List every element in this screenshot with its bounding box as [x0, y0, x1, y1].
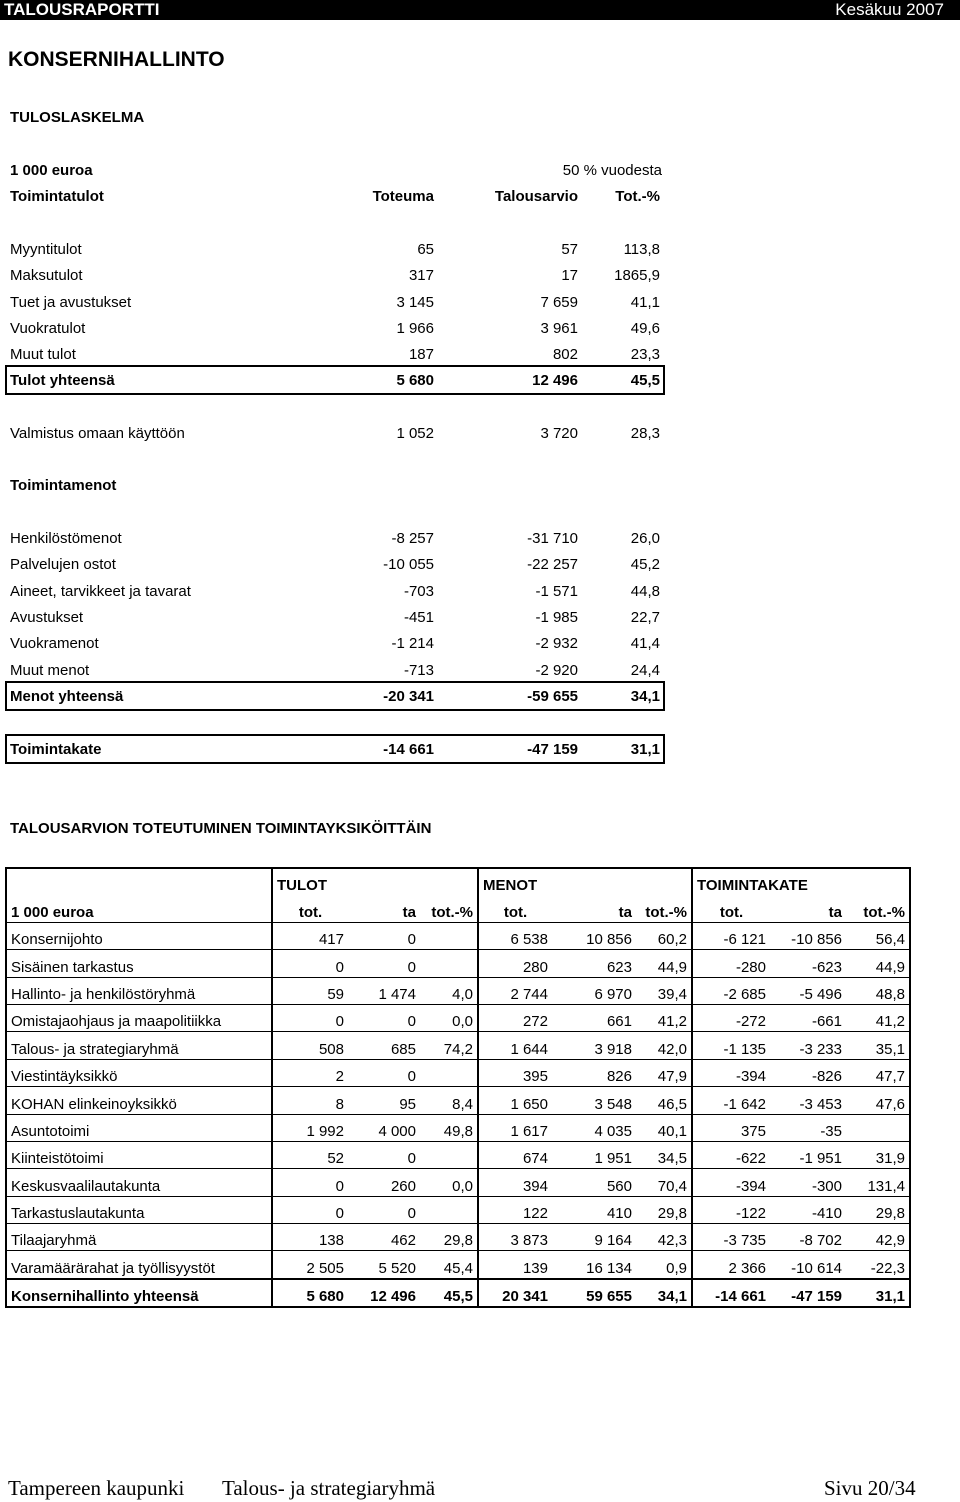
- subheader: ta: [552, 895, 636, 922]
- unit-name: Asuntotoimi: [6, 1114, 272, 1141]
- row-value: 3 720: [540, 425, 578, 442]
- row-value: 41,1: [630, 293, 660, 311]
- subheader: ta: [348, 895, 420, 922]
- row-label: Toimintamenot: [10, 477, 117, 494]
- cell-value: 44,9: [846, 950, 910, 977]
- report-header: [0, 0, 960, 20]
- row-value: 5 680: [396, 372, 434, 389]
- row-value: 22,7: [630, 608, 660, 626]
- unit-label: 1 000 euroa: [6, 895, 272, 922]
- subheader: tot.-%: [636, 895, 692, 922]
- row-value: -703: [403, 582, 434, 600]
- page-title: KONSERNIHALLINTO: [8, 48, 225, 71]
- cell-value: 70,4: [636, 1169, 692, 1196]
- row-value: 34,1: [630, 688, 660, 705]
- expense-row: [0, 605, 960, 631]
- row-value: Talousarvio: [494, 188, 578, 205]
- cell-value: 0: [348, 1141, 420, 1168]
- row-label: Toimintakate: [10, 741, 102, 758]
- row-value: 7 659: [540, 293, 578, 311]
- cell-value: 29,8: [420, 1224, 478, 1251]
- subheader: tot.-%: [846, 895, 910, 922]
- cell-value: 0: [272, 950, 348, 977]
- income-row: [0, 316, 960, 342]
- cell-value: -35: [770, 1114, 846, 1141]
- cell-value: -8 702: [770, 1224, 846, 1251]
- row-value: -20 341: [383, 688, 434, 705]
- row-label: Myyntitulot: [10, 241, 82, 258]
- cell-value: 0: [348, 1196, 420, 1223]
- row-label: Palvelujen ostot: [10, 556, 116, 574]
- row-label: Muut tulot: [10, 346, 76, 364]
- cell-value: 6 538: [478, 922, 552, 949]
- row-value: 3 961: [540, 319, 578, 337]
- income-row: [0, 237, 960, 263]
- table-total-row: [6, 1279, 910, 1307]
- unit-name: Viestintäyksikkö: [6, 1059, 272, 1086]
- row-value: -14 661: [383, 741, 434, 758]
- expenses-heading: [0, 473, 960, 499]
- empty-cell: [6, 868, 272, 895]
- cell-value: -410: [770, 1196, 846, 1223]
- row-value: -1 214: [391, 635, 434, 653]
- cell-value: 139: [478, 1251, 552, 1279]
- row-label: Tulot yhteensä: [10, 372, 115, 389]
- expense-row: [0, 579, 960, 605]
- cell-value: 59: [272, 977, 348, 1004]
- unit-name: Keskusvaalilautakunta: [6, 1169, 272, 1196]
- units-table-heading: TALOUSARVION TOTEUTUMINEN TOIMINTAYKSIKÖITTÄIN: [10, 820, 432, 837]
- cell-value: 5 680: [272, 1279, 348, 1307]
- cell-value: 42,9: [846, 1224, 910, 1251]
- unit-name: Kiinteistötoimi: [6, 1141, 272, 1168]
- cell-value: [420, 1059, 478, 1086]
- table-row: [6, 1169, 910, 1196]
- cell-value: 0: [348, 950, 420, 977]
- row-value: -8 257: [391, 530, 434, 547]
- cell-value: -3 453: [770, 1087, 846, 1114]
- row-value: -2 932: [535, 635, 578, 653]
- expense-row: [0, 658, 960, 684]
- cell-value: 56,4: [846, 922, 910, 949]
- cell-value: 31,1: [846, 1279, 910, 1307]
- report-name: TALOUSRAPORTTI: [4, 0, 160, 19]
- unit-name: Varamäärärahat ja työllisyystöt: [6, 1251, 272, 1279]
- row-label: Menot yhteensä: [10, 688, 124, 705]
- group-header: MENOT: [478, 868, 692, 895]
- row-value: 317: [408, 267, 434, 285]
- cell-value: 20 341: [478, 1279, 552, 1307]
- table-row: [6, 1114, 910, 1141]
- row-value: -22 257: [527, 556, 578, 574]
- table-row: [6, 1059, 910, 1086]
- cell-value: -47 159: [770, 1279, 846, 1307]
- cell-value: 8,4: [420, 1087, 478, 1114]
- cell-value: -826: [770, 1059, 846, 1086]
- cell-value: 2 505: [272, 1251, 348, 1279]
- table-row: [6, 1141, 910, 1168]
- cell-value: 0: [348, 1059, 420, 1086]
- table-row: [6, 922, 910, 949]
- cell-value: 49,8: [420, 1114, 478, 1141]
- cell-value: 2 366: [692, 1251, 770, 1279]
- cell-value: -1 642: [692, 1087, 770, 1114]
- row-value: 44,8: [630, 582, 660, 600]
- row-value: 1 966: [396, 319, 434, 337]
- cell-value: -622: [692, 1141, 770, 1168]
- cell-value: 560: [552, 1169, 636, 1196]
- cell-value: -280: [692, 950, 770, 977]
- row-value: 1865,9: [614, 267, 660, 285]
- cell-value: 410: [552, 1196, 636, 1223]
- cell-value: 16 134: [552, 1251, 636, 1279]
- cell-value: -2 685: [692, 977, 770, 1004]
- cell-value: 1 992: [272, 1114, 348, 1141]
- unit-name: Omistajaohjaus ja maapolitiikka: [6, 1004, 272, 1031]
- subheader: ta: [770, 895, 846, 922]
- table-row: [6, 1251, 910, 1279]
- cell-value: -394: [692, 1059, 770, 1086]
- group-header: TULOT: [272, 868, 478, 895]
- row-value: 187: [408, 346, 434, 364]
- cell-value: 395: [478, 1059, 552, 1086]
- cell-value: 4 000: [348, 1114, 420, 1141]
- cell-value: 48,8: [846, 977, 910, 1004]
- row-value: Toteuma: [372, 188, 434, 205]
- cell-value: -3 735: [692, 1224, 770, 1251]
- row-value: Tot.-%: [615, 188, 660, 205]
- row-value: 12 496: [532, 372, 578, 389]
- income-row: [0, 290, 960, 316]
- cell-value: [846, 1114, 910, 1141]
- period-note: 50 % vuodesta: [562, 162, 662, 179]
- cell-value: 3 548: [552, 1087, 636, 1114]
- cell-value: [420, 1196, 478, 1223]
- unit-name: Sisäinen tarkastus: [6, 950, 272, 977]
- unit-name: Talous- ja strategiaryhmä: [6, 1032, 272, 1059]
- margin-row: [0, 737, 960, 763]
- cell-value: 59 655: [552, 1279, 636, 1307]
- expense-row: [0, 552, 960, 578]
- row-value: 65: [417, 241, 434, 258]
- cell-value: 45,4: [420, 1251, 478, 1279]
- row-value: -451: [403, 608, 434, 626]
- cell-value: 0,0: [420, 1169, 478, 1196]
- row-label: Avustukset: [10, 608, 84, 626]
- row-value: -1 571: [535, 582, 578, 600]
- row-value: 802: [552, 346, 578, 364]
- cell-value: 5 520: [348, 1251, 420, 1279]
- cell-value: 1 650: [478, 1087, 552, 1114]
- cell-value: -5 496: [770, 977, 846, 1004]
- cell-value: 826: [552, 1059, 636, 1086]
- cell-value: -272: [692, 1004, 770, 1031]
- subheader-row: [6, 895, 910, 922]
- unit-row: [0, 158, 960, 184]
- unit-name: Konsernihallinto yhteensä: [6, 1279, 272, 1307]
- cell-value: -1 951: [770, 1141, 846, 1168]
- cell-value: 4,0: [420, 977, 478, 1004]
- subheader: tot.: [692, 895, 770, 922]
- cell-value: 35,1: [846, 1032, 910, 1059]
- cell-value: -10 856: [770, 922, 846, 949]
- row-value: 49,6: [630, 319, 660, 337]
- expense-total-row: [0, 684, 960, 710]
- row-label: Toimintatulot: [10, 188, 104, 205]
- own-use-row: [0, 421, 960, 447]
- row-label: Aineet, tarvikkeet ja tavarat: [10, 582, 191, 600]
- row-label: 1 000 euroa: [10, 162, 93, 179]
- cell-value: [420, 950, 478, 977]
- table-row: [6, 1087, 910, 1114]
- table-row: [6, 1004, 910, 1031]
- cell-value: -300: [770, 1169, 846, 1196]
- unit-name: Tilaajaryhmä: [6, 1224, 272, 1251]
- row-value: -10 055: [383, 556, 434, 574]
- cell-value: 280: [478, 950, 552, 977]
- cell-value: 417: [272, 922, 348, 949]
- row-label: Muut menot: [10, 661, 90, 679]
- row-value: -713: [403, 661, 434, 679]
- cell-value: 394: [478, 1169, 552, 1196]
- column-headers: [0, 184, 960, 210]
- row-value: 113,8: [623, 241, 660, 258]
- income-row: [0, 263, 960, 289]
- cell-value: -1 135: [692, 1032, 770, 1059]
- cell-value: 41,2: [636, 1004, 692, 1031]
- row-value: 45,5: [630, 372, 660, 389]
- cell-value: -6 121: [692, 922, 770, 949]
- cell-value: 47,7: [846, 1059, 910, 1086]
- row-label: Vuokramenot: [10, 635, 99, 653]
- cell-value: 74,2: [420, 1032, 478, 1059]
- cell-value: 60,2: [636, 922, 692, 949]
- row-value: 45,2: [630, 556, 660, 574]
- cell-value: 4 035: [552, 1114, 636, 1141]
- cell-value: 1 951: [552, 1141, 636, 1168]
- unit-name: Hallinto- ja henkilöstöryhmä: [6, 977, 272, 1004]
- cell-value: 3 873: [478, 1224, 552, 1251]
- row-value: -2 920: [535, 661, 578, 679]
- subheader: tot.-%: [420, 895, 478, 922]
- table-row: [6, 977, 910, 1004]
- subheader: tot.: [272, 895, 348, 922]
- group-header: TOIMINTAKATE: [692, 868, 910, 895]
- row-value: 26,0: [630, 530, 660, 547]
- row-label: Tuet ja avustukset: [10, 293, 132, 311]
- footer-city: Tampereen kaupunki: [8, 1476, 185, 1500]
- group-header-row: [6, 868, 910, 895]
- cell-value: -14 661: [692, 1279, 770, 1307]
- cell-value: 47,9: [636, 1059, 692, 1086]
- cell-value: 122: [478, 1196, 552, 1223]
- cell-value: 41,2: [846, 1004, 910, 1031]
- cell-value: 8: [272, 1087, 348, 1114]
- cell-value: 685: [348, 1032, 420, 1059]
- cell-value: 661: [552, 1004, 636, 1031]
- footer-page-number: Sivu 20/34: [824, 1476, 916, 1500]
- cell-value: 95: [348, 1087, 420, 1114]
- cell-value: 1 474: [348, 977, 420, 1004]
- row-value: 28,3: [630, 425, 660, 442]
- row-value: -59 655: [527, 688, 578, 705]
- cell-value: 623: [552, 950, 636, 977]
- report-date: Kesäkuu 2007: [835, 0, 944, 19]
- row-value: 1 052: [396, 425, 434, 442]
- table-row: [6, 1032, 910, 1059]
- cell-value: 44,9: [636, 950, 692, 977]
- cell-value: 29,8: [846, 1196, 910, 1223]
- row-value: 41,4: [630, 635, 660, 653]
- cell-value: -22,3: [846, 1251, 910, 1279]
- unit-name: Tarkastuslautakunta: [6, 1196, 272, 1223]
- cell-value: -122: [692, 1196, 770, 1223]
- cell-value: 462: [348, 1224, 420, 1251]
- cell-value: 40,1: [636, 1114, 692, 1141]
- cell-value: 2: [272, 1059, 348, 1086]
- cell-value: -3 233: [770, 1032, 846, 1059]
- cell-value: [420, 922, 478, 949]
- cell-value: 34,1: [636, 1279, 692, 1307]
- cell-value: 0,0: [420, 1004, 478, 1031]
- expense-row: [0, 526, 960, 552]
- row-value: 23,3: [630, 346, 660, 364]
- cell-value: -661: [770, 1004, 846, 1031]
- cell-value: 260: [348, 1169, 420, 1196]
- cell-value: 46,5: [636, 1087, 692, 1114]
- cell-value: 272: [478, 1004, 552, 1031]
- cell-value: 1 617: [478, 1114, 552, 1141]
- cell-value: 2 744: [478, 977, 552, 1004]
- cell-value: -10 614: [770, 1251, 846, 1279]
- cell-value: 29,8: [636, 1196, 692, 1223]
- cell-value: 9 164: [552, 1224, 636, 1251]
- row-value: 31,1: [630, 741, 660, 758]
- table-row: [6, 1196, 910, 1223]
- cell-value: 0: [348, 922, 420, 949]
- cell-value: 31,9: [846, 1141, 910, 1168]
- cell-value: 45,5: [420, 1279, 478, 1307]
- cell-value: -394: [692, 1169, 770, 1196]
- cell-value: 3 918: [552, 1032, 636, 1059]
- cell-value: 138: [272, 1224, 348, 1251]
- cell-value: 12 496: [348, 1279, 420, 1307]
- row-value: 3 145: [396, 293, 434, 311]
- cell-value: 131,4: [846, 1169, 910, 1196]
- subheader: tot.: [478, 895, 552, 922]
- expense-row: [0, 631, 960, 657]
- cell-value: 10 856: [552, 922, 636, 949]
- unit-name: Konsernijohto: [6, 922, 272, 949]
- cell-value: 0: [272, 1169, 348, 1196]
- cell-value: 52: [272, 1141, 348, 1168]
- footer-department: Talous- ja strategiaryhmä: [222, 1476, 436, 1500]
- row-value: -1 985: [535, 608, 578, 626]
- cell-value: 375: [692, 1114, 770, 1141]
- income-total-row: [0, 368, 960, 394]
- cell-value: 0: [272, 1004, 348, 1031]
- cell-value: -623: [770, 950, 846, 977]
- row-value: -31 710: [527, 530, 578, 547]
- cell-value: 0,9: [636, 1251, 692, 1279]
- cell-value: 674: [478, 1141, 552, 1168]
- cell-value: [420, 1141, 478, 1168]
- row-label: Henkilöstömenot: [10, 530, 122, 547]
- income-statement-heading: TULOSLASKELMA: [10, 109, 145, 126]
- row-value: 24,4: [630, 661, 660, 679]
- cell-value: 1 644: [478, 1032, 552, 1059]
- unit-name: KOHAN elinkeinoyksikkö: [6, 1087, 272, 1114]
- row-value: 57: [561, 241, 578, 258]
- cell-value: 42,0: [636, 1032, 692, 1059]
- row-value: -47 159: [527, 741, 578, 758]
- cell-value: 39,4: [636, 977, 692, 1004]
- row-label: Valmistus omaan käyttöön: [10, 425, 185, 442]
- cell-value: 34,5: [636, 1141, 692, 1168]
- cell-value: 0: [348, 1004, 420, 1031]
- cell-value: 42,3: [636, 1224, 692, 1251]
- table-row: [6, 950, 910, 977]
- table-row: [6, 1224, 910, 1251]
- row-value: 17: [561, 267, 578, 285]
- row-label: Vuokratulot: [10, 319, 86, 337]
- cell-value: 508: [272, 1032, 348, 1059]
- row-label: Maksutulot: [10, 267, 83, 285]
- cell-value: 0: [272, 1196, 348, 1223]
- units-table: [5, 867, 911, 1308]
- cell-value: 6 970: [552, 977, 636, 1004]
- cell-value: 47,6: [846, 1087, 910, 1114]
